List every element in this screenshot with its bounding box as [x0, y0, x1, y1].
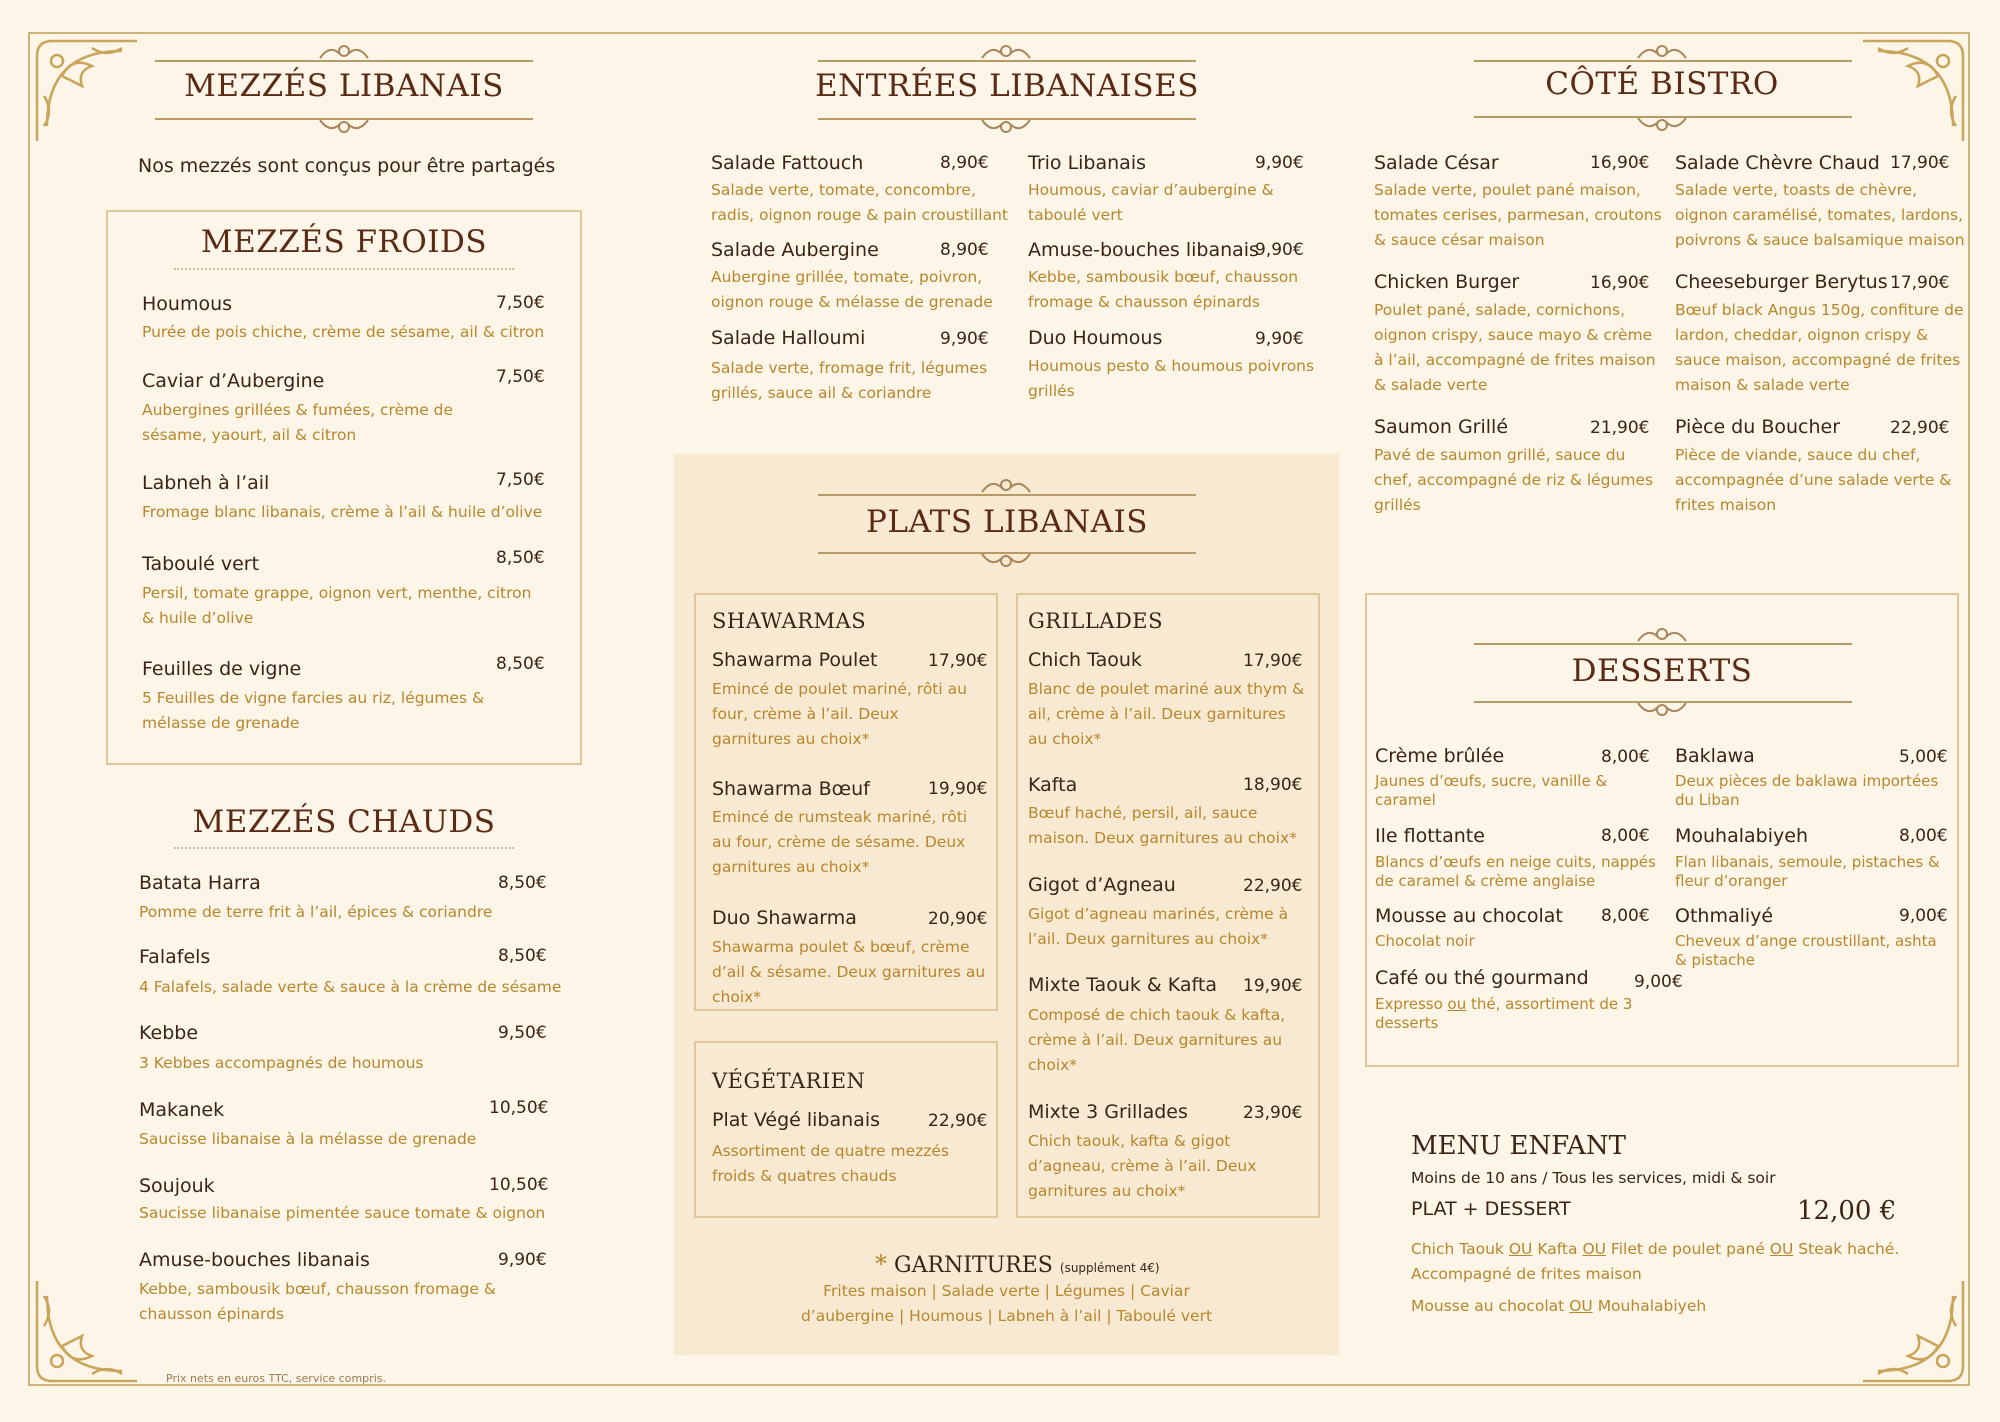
item-price: 8,00€: [1601, 906, 1650, 926]
item-description: Purée de pois chiche, crème de sésame, ail & citron: [142, 323, 545, 341]
bistro-title: CÔTÉ BISTRO: [1545, 66, 1779, 102]
item-name: Othmaliyé: [1675, 905, 1774, 927]
item-name: Caviar d’Aubergine: [142, 370, 325, 392]
item-name: Baklawa: [1675, 745, 1755, 767]
item-name: Falafels: [139, 946, 211, 968]
item-price: 16,90€: [1590, 153, 1650, 173]
scroll-ornament-icon: [980, 474, 1032, 496]
corner-ornament-icon: [1858, 1276, 1968, 1386]
item-description: Pomme de terre frit à l’ail, épices & coriandre: [139, 903, 493, 921]
enfant-dessert: Mouhalabiyeh: [1597, 1297, 1707, 1315]
scroll-ornament-icon: [980, 40, 1032, 62]
desc-part: Expresso: [1375, 995, 1448, 1013]
item-description: Chocolat noir: [1375, 932, 1475, 950]
item-description: 3 Kebbes accompagnés de houmous: [139, 1054, 424, 1072]
item-name: Makanek: [139, 1099, 225, 1121]
item-price: 16,90€: [1590, 273, 1650, 293]
scroll-ornament-icon: [318, 116, 370, 138]
scroll-ornament-icon: [980, 550, 1032, 572]
item-description: Cheveux d’ange croustillant, ashta & pistache: [1675, 932, 1937, 969]
item-name: Mixte Taouk & Kafta: [1028, 974, 1217, 996]
enfant-desserts: [1411, 1297, 1706, 1315]
item-description: Poulet pané, salade, cornichons, oignon crispy, sauce mayo & crème à l’ail, accompagné de frites maison & salade verte: [1374, 301, 1656, 394]
item-description: Emincé de rumsteak mariné, rôti au four, crème de sésame. Deux garnitures au choix*: [712, 808, 968, 876]
item-description: Salade verte, fromage frit, légumes grillés, sauce ail & coriandre: [711, 359, 988, 402]
item-name: Taboulé vert: [142, 553, 260, 575]
item-price: 8,00€: [1899, 826, 1948, 846]
item-name: Duo Houmous: [1028, 327, 1163, 349]
item-price: 9,50€: [498, 1023, 547, 1043]
item-price: 8,00€: [1601, 747, 1650, 767]
desc-ou: ou: [1447, 995, 1467, 1013]
mezzes-chauds-title: MEZZÉS CHAUDS: [192, 804, 496, 840]
corner-ornament-icon: [32, 1276, 142, 1386]
item-name: Mouhalabiyeh: [1675, 825, 1808, 847]
plats-title: PLATS LIBANAIS: [866, 504, 1148, 540]
item-description: Flan libanais, semoule, pistaches & fleur d’oranger: [1675, 853, 1940, 890]
item-price: 17,90€: [1243, 651, 1303, 671]
item-price: 9,90€: [940, 329, 989, 349]
item-description: Saucisse libanaise pimentée sauce tomate & oignon: [139, 1204, 546, 1222]
scroll-ornament-icon: [318, 40, 370, 62]
item-description: Houmous pesto & houmous poivrons grillés: [1028, 357, 1315, 400]
item-price: 21,90€: [1590, 418, 1650, 438]
garnitures-line: Frites maison | Salade verte | Légumes | Caviar: [823, 1282, 1190, 1300]
item-price: 22,90€: [1890, 418, 1950, 438]
item-name: Feuilles de vigne: [142, 658, 302, 680]
corner-ornament-icon: [32, 36, 142, 146]
item-price: 9,00€: [1634, 972, 1683, 992]
item-price: 9,90€: [1255, 329, 1304, 349]
mezzes-title: MEZZÉS LIBANAIS: [184, 68, 504, 104]
item-description: Salade verte, tomate, concombre, radis, oignon rouge & pain croustillant: [711, 181, 1009, 224]
item-description: Composé de chich taouk & kafta, crème à l’ail. Deux garnitures au choix*: [1028, 1006, 1286, 1074]
item-price: 19,90€: [1243, 976, 1303, 996]
item-description: Jaunes d’œufs, sucre, vanille & caramel: [1375, 772, 1608, 809]
garnitures-star: *: [875, 1250, 887, 1278]
item-description: Deux pièces de baklawa importées du Liban: [1675, 772, 1939, 809]
enfant-title: MENU ENFANT: [1411, 1131, 1626, 1161]
item-description: Aubergines grillées & fumées, crème de sésame, yaourt, ail & citron: [142, 401, 454, 444]
item-price: 18,90€: [1243, 775, 1303, 795]
item-price: 8,50€: [496, 548, 545, 568]
desc-part: thé, assortiment de 3 desserts: [1375, 995, 1633, 1032]
item-price: 7,50€: [496, 293, 545, 313]
scroll-ornament-icon: [1636, 40, 1688, 62]
item-name: Salade César: [1374, 152, 1499, 174]
enfant-plats: [1411, 1240, 1899, 1258]
item-name: Shawarma Bœuf: [712, 778, 870, 800]
item-price: 7,50€: [496, 470, 545, 490]
item-description: Kebbe, sambousik bœuf, chausson fromage & chausson épinards: [1028, 268, 1299, 311]
item-price: 9,90€: [498, 1250, 547, 1270]
item-name: Trio Libanais: [1028, 152, 1146, 174]
item-description: 4 Falafels, salade verte & sauce à la crème de sésame: [139, 978, 562, 996]
item-description: Pavé de saumon grillé, sauce du chef, accompagné de riz & légumes grillés: [1374, 446, 1654, 514]
item-description: Saucisse libanaise à la mélasse de grenade: [139, 1130, 477, 1148]
item-price: 9,00€: [1899, 906, 1948, 926]
item-price: 7,50€: [496, 367, 545, 387]
garnitures-heading: [875, 1250, 1160, 1278]
item-name: Gigot d’Agneau: [1028, 874, 1176, 896]
item-price: 22,90€: [928, 1111, 988, 1131]
item-description: Blancs d’œufs en neige cuits, nappés de caramel & crème anglaise: [1375, 853, 1656, 890]
title-dots: [174, 268, 514, 270]
ou-separator: OU: [1569, 1297, 1593, 1315]
item-name: Mousse au chocolat: [1375, 905, 1563, 927]
shawarmas-title: SHAWARMAS: [712, 609, 867, 633]
garnitures-note: (supplément 4€): [1059, 1261, 1160, 1275]
item-name: Café ou thé gourmand: [1375, 967, 1589, 989]
enfant-plat: Kafta: [1537, 1240, 1578, 1258]
item-name: Kafta: [1028, 774, 1078, 796]
item-name: Chich Taouk: [1028, 649, 1142, 671]
price-footnote: Prix nets en euros TTC, service compris.: [166, 1372, 386, 1385]
item-price: 5,00€: [1899, 747, 1948, 767]
item-description: Aubergine grillée, tomate, poivron, oignon rouge & mélasse de grenade: [711, 268, 993, 311]
desserts-title: DESSERTS: [1571, 653, 1753, 689]
item-name: Salade Aubergine: [711, 239, 879, 261]
item-name: Crème brûlée: [1375, 745, 1505, 767]
item-name: Duo Shawarma: [712, 907, 857, 929]
item-description: Chich taouk, kafta & gigot d’agneau, crème à l’ail. Deux garnitures au choix*: [1028, 1132, 1257, 1200]
mezzes-froids-title: MEZZÉS FROIDS: [200, 224, 488, 260]
item-description: Fromage blanc libanais, crème à l’ail & huile d’olive: [142, 503, 543, 521]
item-name: Saumon Grillé: [1374, 416, 1509, 438]
item-price: 8,50€: [498, 873, 547, 893]
item-price: 10,50€: [489, 1098, 549, 1118]
item-description: Assortiment de quatre mezzés froids & quatres chauds: [712, 1142, 950, 1185]
title-dots: [174, 847, 514, 849]
vegetarien-title: VÉGÉTARIEN: [712, 1069, 866, 1093]
item-name: Salade Chèvre Chaud: [1675, 152, 1880, 174]
item-description: Shawarma poulet & bœuf, crème d’ail & sésame. Deux garnitures au choix*: [712, 938, 986, 1006]
item-description: Blanc de poulet mariné aux thym & ail, crème à l’ail. Deux garnitures au choix*: [1028, 680, 1305, 748]
ou-separator: OU: [1582, 1240, 1606, 1258]
item-description: Houmous, caviar d’aubergine & taboulé vert: [1028, 181, 1274, 224]
item-price: 17,90€: [1890, 153, 1950, 173]
enfant-plat: Filet de poulet pané: [1610, 1240, 1765, 1258]
item-name: Amuse-bouches libanais: [1028, 239, 1259, 261]
item-description: Pièce de viande, sauce du chef, accompagnée d’une salade verte & frites maison: [1675, 446, 1952, 514]
entrees-title: ENTRÉES LIBANAISES: [815, 68, 1199, 104]
item-price: 22,90€: [1243, 876, 1303, 896]
item-description: Bœuf black Angus 150g, confiture de lardon, cheddar, oignon crispy & sauce maison, accompagné de frites maison & salade verte: [1675, 301, 1964, 394]
item-name: Shawarma Poulet: [712, 649, 878, 671]
scroll-ornament-icon: [1636, 623, 1688, 645]
item-price: 17,90€: [928, 651, 988, 671]
item-description: Emincé de poulet mariné, rôti au four, crème à l’ail. Deux garnitures au choix*: [712, 680, 967, 748]
item-name: Cheeseburger Berytus: [1675, 271, 1888, 293]
item-description: Bœuf haché, persil, ail, sauce maison. Deux garnitures au choix*: [1028, 804, 1297, 847]
item-price: 20,90€: [928, 909, 988, 929]
item-name: Plat Végé libanais: [712, 1109, 880, 1131]
item-price: 8,90€: [940, 153, 989, 173]
enfant-price: 12,00 €: [1797, 1196, 1897, 1226]
item-name: Ile flottante: [1375, 825, 1485, 847]
item-price: 8,90€: [940, 240, 989, 260]
item-price: 9,90€: [1255, 153, 1304, 173]
item-price: 9,90€: [1255, 240, 1304, 260]
scroll-ornament-icon: [1636, 699, 1688, 721]
item-description: Salade verte, poulet pané maison, tomates cerises, parmesan, croutons & sauce césar maison: [1374, 181, 1662, 249]
ou-separator: OU: [1508, 1240, 1533, 1258]
item-name: Houmous: [142, 293, 233, 315]
item-price: 8,50€: [496, 654, 545, 674]
item-name: Pièce du Boucher: [1675, 416, 1841, 438]
item-name: Labneh à l’ail: [142, 472, 270, 494]
item-description: Salade verte, toasts de chèvre, oignon caramélisé, tomates, lardons, poivrons & sauce balsamique maison: [1675, 181, 1965, 249]
enfant-formula: PLAT + DESSERT: [1411, 1198, 1571, 1220]
item-name: Soujouk: [139, 1175, 215, 1197]
item-name: Kebbe: [139, 1022, 199, 1044]
item-description: Persil, tomate grappe, oignon vert, menthe, citron & huile d’olive: [142, 584, 532, 627]
enfant-plat: Steak haché.: [1798, 1240, 1900, 1258]
item-name: Batata Harra: [139, 872, 261, 894]
enfant-accompagne: Accompagné de frites maison: [1411, 1265, 1642, 1283]
grillades-title: GRILLADES: [1028, 609, 1163, 633]
scroll-ornament-icon: [980, 116, 1032, 138]
corner-ornament-icon: [1858, 36, 1968, 146]
enfant-dessert: Mousse au chocolat: [1411, 1297, 1565, 1315]
item-description: Gigot d’agneau marinés, crème à l’ail. Deux garnitures au choix*: [1028, 905, 1289, 948]
item-name: Amuse-bouches libanais: [139, 1249, 370, 1271]
item-name: Salade Fattouch: [711, 152, 864, 174]
ou-separator: OU: [1769, 1240, 1794, 1258]
item-description: [1375, 995, 1645, 1033]
item-description: Kebbe, sambousik bœuf, chausson fromage & chausson épinards: [139, 1280, 496, 1323]
mezzes-intro: Nos mezzés sont conçus pour être partagés: [138, 155, 556, 177]
item-price: 8,00€: [1601, 826, 1650, 846]
enfant-subtitle: Moins de 10 ans / Tous les services, midi & soir: [1411, 1169, 1776, 1187]
item-price: 17,90€: [1890, 273, 1950, 293]
garnitures-title: GARNITURES: [894, 1253, 1053, 1278]
item-price: 19,90€: [928, 779, 988, 799]
item-price: 8,50€: [498, 946, 547, 966]
scroll-ornament-icon: [1636, 114, 1688, 136]
enfant-plat: Chich Taouk: [1411, 1240, 1504, 1258]
item-name: Mixte 3 Grillades: [1028, 1101, 1188, 1123]
item-price: 23,90€: [1243, 1103, 1303, 1123]
item-price: 10,50€: [489, 1175, 549, 1195]
item-name: Salade Halloumi: [711, 327, 866, 349]
item-description: 5 Feuilles de vigne farcies au riz, légumes & mélasse de grenade: [142, 689, 485, 732]
garnitures-line: d’aubergine | Houmous | Labneh à l’ail | Taboulé vert: [800, 1307, 1213, 1325]
item-name: Chicken Burger: [1374, 271, 1520, 293]
